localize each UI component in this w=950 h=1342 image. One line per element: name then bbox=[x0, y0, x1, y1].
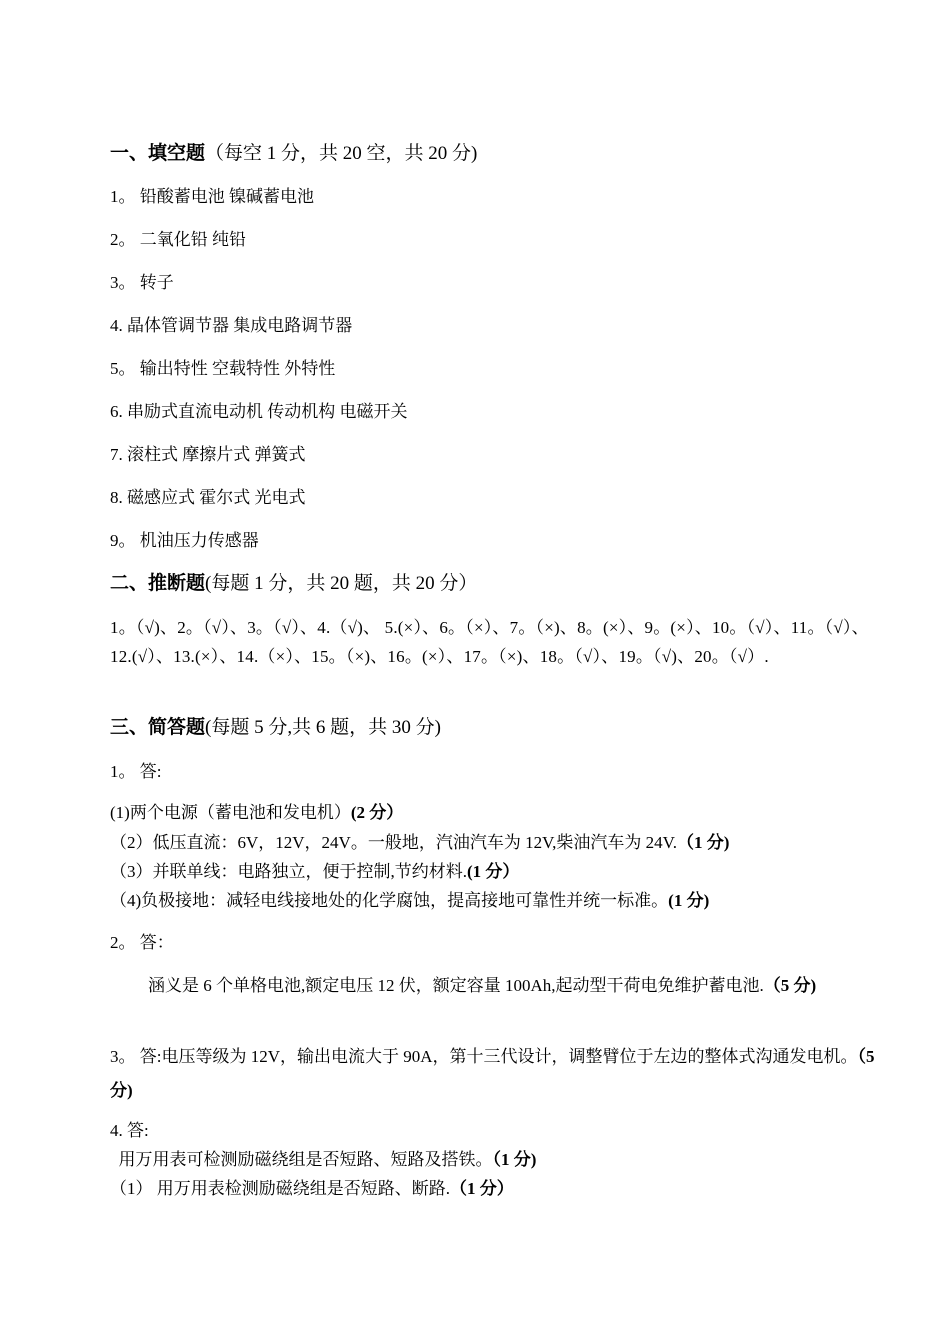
fill-item-2: 2。 二氧化铅 纯铅 bbox=[110, 230, 246, 249]
fill-item-3: 3。 转子 bbox=[110, 273, 174, 292]
section2-heading bbox=[110, 572, 477, 596]
q2-answer-text: 涵义是 6 个单格电池,额定电压 12 伏，额定容量 100Ah,起动型干荷电免维护蓄电池. bbox=[148, 976, 764, 995]
q4-line-2-text: （1） 用万用表检测励磁绕组是否短路、断路. bbox=[110, 1179, 450, 1198]
q1-line-2 bbox=[110, 832, 729, 854]
section3-note: (每题 5 分,共 6 题，共 30 分) bbox=[205, 717, 441, 738]
q1-line-1-score: (2 分） bbox=[350, 803, 404, 822]
q4-line-2-score: （1 分） bbox=[450, 1179, 514, 1198]
fill-item-1: 1。 铅酸蓄电池 镍碱蓄电池 bbox=[110, 187, 314, 206]
q4-line-1-score: （1 分) bbox=[492, 1150, 537, 1169]
q2-answer bbox=[110, 969, 890, 1003]
q1-line-2-score: （1 分) bbox=[677, 833, 730, 852]
section3-title: 三、简答题 bbox=[110, 717, 206, 738]
q4-line-1-text: 用万用表可检测励磁绕组是否短路、短路及搭铁。 bbox=[110, 1150, 493, 1169]
section2-title: 二、推断题 bbox=[110, 573, 206, 594]
q1-line-3-text: （3）并联单线：电路独立，便于控制,节约材料. bbox=[110, 862, 467, 881]
q1-line-4-text: （4)负极接地：减轻电线接地处的化学腐蚀，提高接地可靠性并统一标准。 bbox=[110, 891, 669, 910]
q1-line-3 bbox=[110, 861, 519, 883]
q3-answer-score: （5 分) bbox=[110, 1047, 875, 1100]
judge-answers: 1。（√)、2。（√）、3。（√）、4.（√)、 5.(×）、6。（×）、7。（×)、8。(×）、9。(×）、10。（√）、11。（√）、12.(√）、13.(×）、14.（×）、15。（×)、16。(×）、17。（×)、18。（√）、19。（√)、20。（√）. bbox=[110, 618, 869, 666]
q1-line-2-text: （2）低压直流：6V，12V，24V。一般地，汽油汽车为 12V,柴油汽车为 24V. bbox=[110, 833, 678, 852]
fill-item-9: 9。 机油压力传感器 bbox=[110, 531, 259, 550]
section3-heading bbox=[110, 716, 441, 740]
section2-note: (每题 1 分，共 20 题，共 20 分） bbox=[205, 573, 478, 594]
q4-line-2 bbox=[110, 1178, 514, 1200]
q1-line-1 bbox=[110, 802, 403, 824]
q4-label: 4. 答: bbox=[110, 1121, 149, 1140]
section1-heading bbox=[110, 142, 477, 166]
q1-line-1-text: (1)两个电源（蓄电池和发电机） bbox=[110, 803, 351, 822]
q1-line-4 bbox=[110, 890, 709, 912]
fill-item-7: 7. 滚柱式 摩擦片式 弹簧式 bbox=[110, 445, 306, 464]
q3-answer-text: 3。 答:电压等级为 12V，输出电流大于 90A，第十三代设计，调整臂位于左边的整体式沟通发电机。 bbox=[110, 1047, 858, 1066]
fill-item-8: 8. 磁感应式 霍尔式 光电式 bbox=[110, 488, 306, 507]
section1-title: 一、填空题 bbox=[110, 143, 206, 164]
section1-note: （每空 1 分，共 20 空，共 20 分) bbox=[205, 143, 478, 164]
q1-label: 1。 答: bbox=[110, 762, 162, 781]
q3-answer bbox=[110, 1040, 890, 1108]
q2-answer-score: （5 分) bbox=[763, 976, 817, 995]
q4-line-1 bbox=[110, 1149, 536, 1171]
q2-label: 2。 答： bbox=[110, 933, 174, 952]
fill-item-6: 6. 串励式直流电动机 传动机构 电磁开关 bbox=[110, 402, 408, 421]
q1-line-4-score: (1 分) bbox=[668, 891, 710, 910]
fill-item-5: 5。 输出特性 空载特性 外特性 bbox=[110, 359, 336, 378]
fill-item-4: 4. 晶体管调节器 集成电路调节器 bbox=[110, 316, 353, 335]
q1-line-3-score: (1 分） bbox=[467, 862, 520, 881]
